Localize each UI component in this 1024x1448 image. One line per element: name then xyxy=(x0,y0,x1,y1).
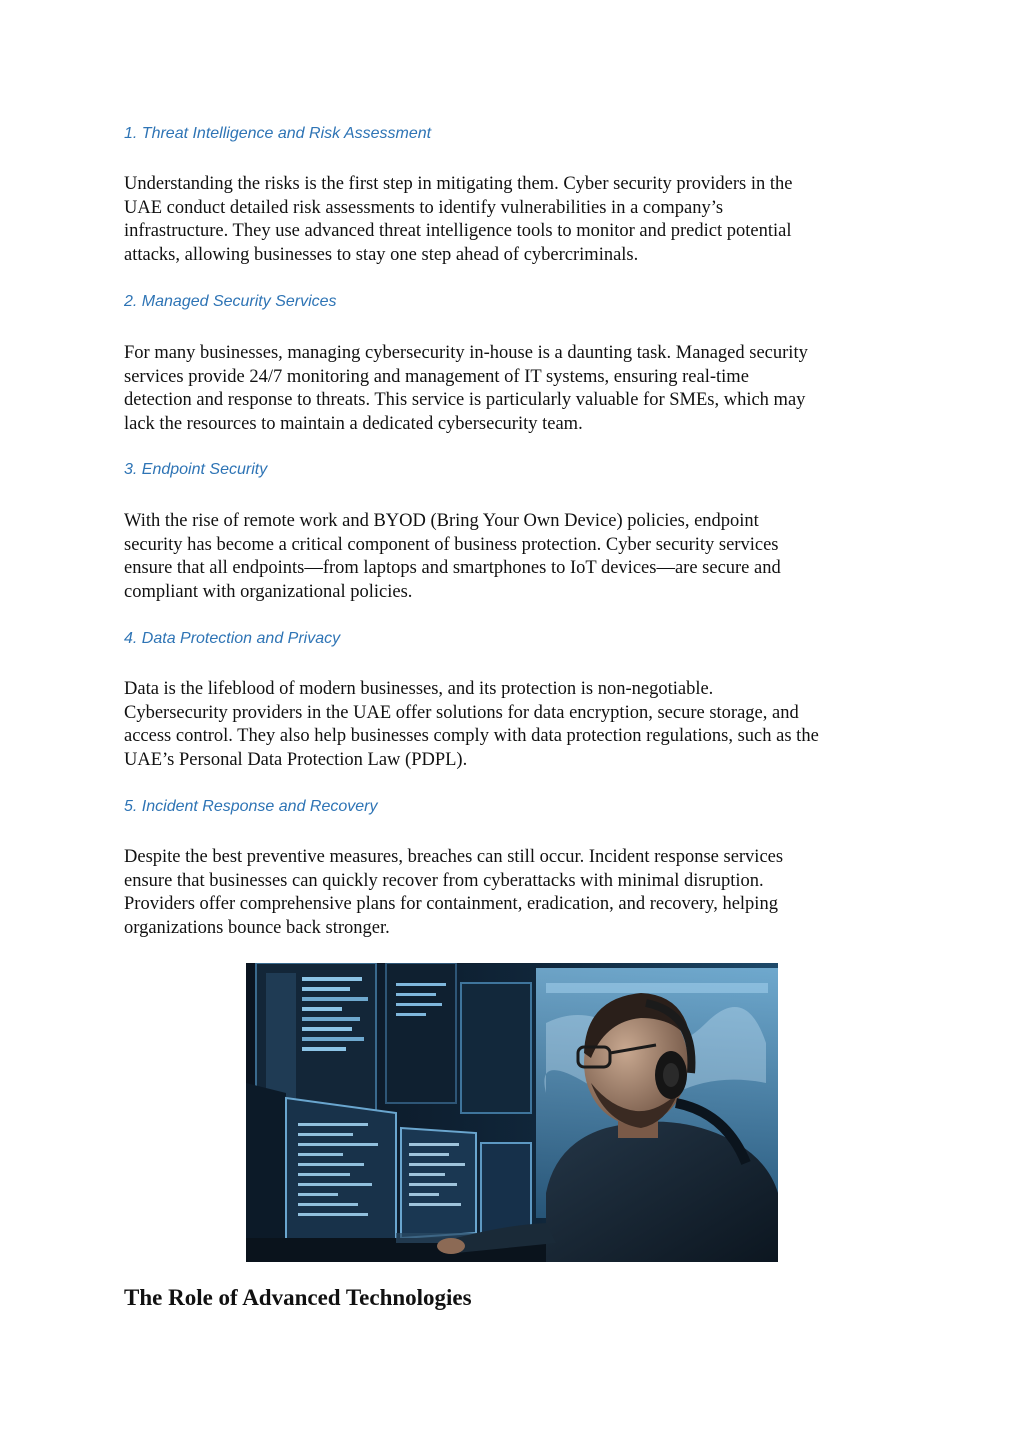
paragraph-line: Cybersecurity providers in the UAE offer solutions for data encryption, secure storage, and xyxy=(124,702,799,723)
paragraph-line: detection and response to threats. This service is particularly valuable for SMEs, which may xyxy=(124,390,806,411)
paragraph-line: ensure that all endpoints—from laptops and smartphones to IoT devices—are secure and xyxy=(124,558,781,579)
paragraph-line: Data is the lifeblood of modern businesses, and its protection is non-negotiable. xyxy=(124,679,714,699)
section-paragraph-data-protection xyxy=(124,678,914,772)
section-paragraph-endpoint-security xyxy=(124,510,914,604)
paragraph-line: organizations bounce back stronger. xyxy=(124,917,390,938)
section-paragraph-managed-security xyxy=(124,342,914,436)
paragraph-line: access control. They also help businesses comply with data protection regulations, such as the xyxy=(124,726,819,747)
section-heading-data-protection: 4. Data Protection and Privacy xyxy=(124,630,341,647)
section-heading-incident-response: 5. Incident Response and Recovery xyxy=(124,798,378,815)
photo-analyst-at-monitors xyxy=(246,963,778,1262)
paragraph-line: ensure that businesses can quickly recover from cyberattacks with minimal disruption. xyxy=(124,870,764,891)
paragraph-line: lack the resources to maintain a dedicated cybersecurity team. xyxy=(124,413,583,434)
paragraph-line: UAE conduct detailed risk assessments to identify vulnerabilities in a company’s xyxy=(124,197,724,218)
paragraph-line: With the rise of remote work and BYOD (Bring Your Own Device) policies, endpoint xyxy=(124,511,759,531)
paragraph-line: services provide 24/7 monitoring and management of IT systems, ensuring real-time xyxy=(124,366,749,387)
section-heading-managed-security: 2. Managed Security Services xyxy=(124,293,337,310)
paragraph-line: compliant with organizational policies. xyxy=(124,581,413,602)
section-heading-threat-intelligence: 1. Threat Intelligence and Risk Assessment xyxy=(124,125,432,142)
paragraph-line: infrastructure. They use advanced threat intelligence tools to monitor and predict potential xyxy=(124,221,792,242)
paragraph-line: attacks, allowing businesses to stay one step ahead of cybercriminals. xyxy=(124,244,639,265)
paragraph-line: Understanding the risks is the first step in mitigating them. Cyber security providers in the xyxy=(124,174,793,194)
paragraph-line: UAE’s Personal Data Protection Law (PDPL). xyxy=(124,749,468,770)
section-paragraph-incident-response xyxy=(124,846,914,940)
paragraph-line: security has become a critical component of business protection. Cyber security services xyxy=(124,534,779,555)
paragraph-line: For many businesses, managing cybersecurity in-house is a daunting task. Managed security xyxy=(124,343,808,363)
paragraph-line: Providers offer comprehensive plans for containment, eradication, and recovery, helping xyxy=(124,894,778,915)
section-heading-endpoint-security: 3. Endpoint Security xyxy=(124,461,268,478)
paragraph-line: Despite the best preventive measures, breaches can still occur. Incident response services xyxy=(124,847,784,867)
photo-illustration xyxy=(246,963,778,1262)
section-paragraph-threat-intelligence xyxy=(124,173,914,267)
section-title-advanced-technologies: The Role of Advanced Technologies xyxy=(124,1285,472,1310)
